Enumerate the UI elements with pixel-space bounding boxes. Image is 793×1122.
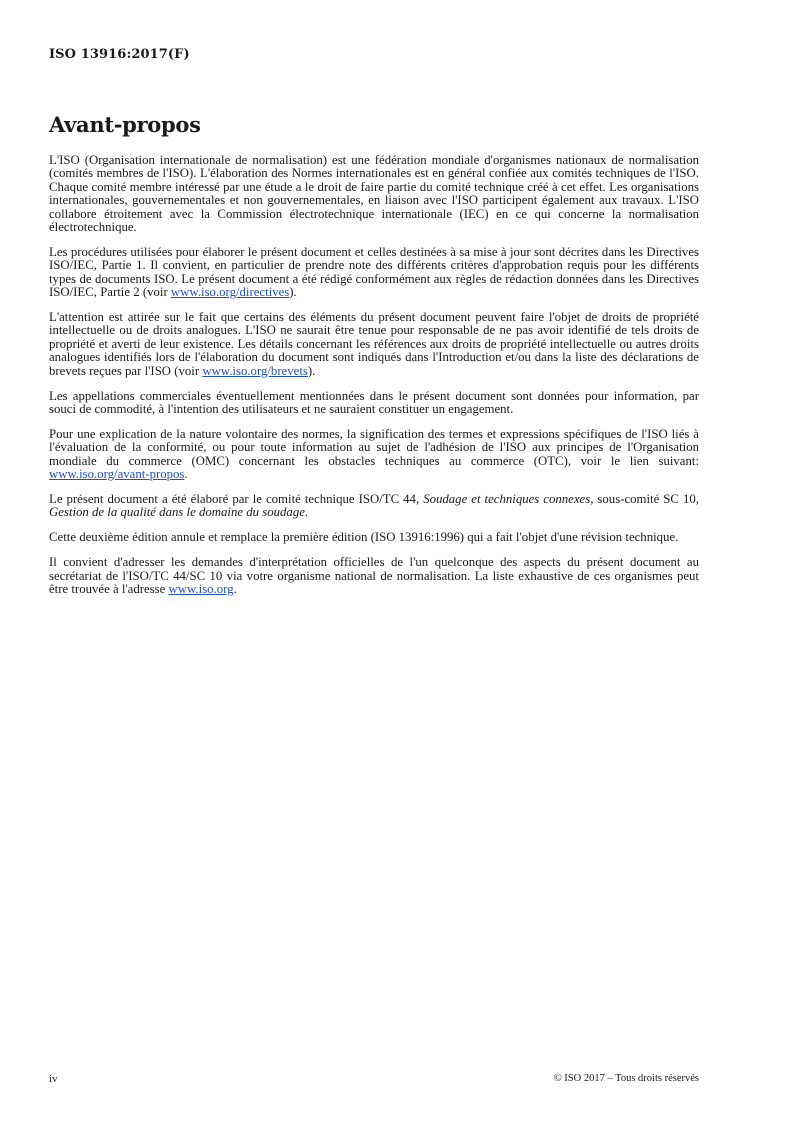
paragraph-interpretation-text: Il convient d'adresser les demandes d'interprétation officielles de l'un quelconque des aspects du présent document au secrétariat de l'ISO/TC 44/SC 10 via votre organisme national de normalisation. La liste exhaustive de ces organismes peut être trouvée à l'adresse <box>49 555 699 597</box>
paragraph-committee-text-a: Le présent document a été élaboré par le comité technique ISO/TC 44, <box>49 492 424 507</box>
page-title: Avant-propos <box>49 112 201 137</box>
subcommittee-title: Gestion de la qualité dans le domaine du soudage <box>49 505 305 520</box>
paragraph-procedures <box>49 246 699 300</box>
paragraph-patents-text: L'attention est attirée sur le fait que certains des éléments du présent document peuvent faire l'objet de droits de propriété intellectuelle ou de droits analogues. L'ISO ne saurait être tenue pour responsable de ne pas avoir identifié de tels droits de propriété et averti de leur existence. Les détails concernant les références aux droits de propriété intellectuelle ou autres droits analogues identifiés lors de l'élaboration du document sont indiqués dans l'Introduction et/ou dans la liste des déclarations de brevets reçues par l'ISO (voir <box>49 310 699 378</box>
paragraph-committee-text-b: , sous-comité SC 10, <box>590 492 699 507</box>
page-number: iv <box>49 1073 58 1085</box>
paragraph-interpretation-end: . <box>233 582 237 597</box>
paragraph-procedures-end: ). <box>289 285 297 300</box>
directives-link[interactable]: www.iso.org/directives <box>170 285 290 300</box>
paragraph-interpretation <box>49 556 699 596</box>
paragraph-voluntary-nature-text: Pour une explication de la nature volontaire des normes, la signification des termes et expressions spécifiques de l'ISO liés à l'évaluation de la conformité, ou pour toute information au sujet de l'adhésion de l'ISO aux principes de l'Organisation mondiale du commerce (OMC) concernant les obstacles techniques au commerce (OTC), voir le lien suivant: <box>49 426 699 468</box>
foreword-link[interactable]: www.iso.org/avant-propos <box>49 467 185 482</box>
paragraph-patents <box>49 311 699 378</box>
committee-title: Soudage et techniques connexes <box>423 492 591 507</box>
patents-link[interactable]: www.iso.org/brevets <box>202 363 308 378</box>
paragraph-voluntary-nature-end: . <box>184 467 188 482</box>
foreword-body <box>49 154 699 608</box>
paragraph-committee <box>49 493 699 520</box>
paragraph-procedures-text: Les procédures utilisées pour élaborer le présent document et celles destinées à sa mise à jour sont décrites dans les Directives ISO/IEC, Partie 1. Il convient, en particulier de prendre note des différents critères d'approbation requis pour les différents types de documents ISO. Le présent document a été rédigé conformément aux règles de rédaction données dans les Directives ISO/IEC, Partie 2 (voir <box>49 244 699 300</box>
paragraph-patents-end: ). <box>307 363 316 378</box>
paragraph-iso-description: L'ISO (Organisation internationale de normalisation) est une fédération mondiale d'organismes nationaux de normalisation (comités membres de l'ISO). L'élaboration des Normes internationales est en général confiée aux comités techniques de l'ISO. Chaque comité membre intéressé par une étude a le droit de faire partie du comité technique créé à cet effet. Les organisations internationales, gouvernementales et non gouvernementales, en liaison avec l'ISO participent également aux travaux. L'ISO collabore étroitement avec la Commission électrotechnique internationale (IEC) en ce qui concerne la normalisation électrotechnique. <box>49 153 699 235</box>
document-identifier: ISO 13916:2017(F) <box>49 47 190 62</box>
iso-website-link[interactable]: www.iso.org <box>168 582 234 597</box>
paragraph-trade-names: Les appellations commerciales éventuellement mentionnées dans le présent document sont données pour information, par souci de commodité, à l'intention des utilisateurs et ne sauraient constituer un engagement. <box>49 388 699 416</box>
paragraph-voluntary-nature <box>49 428 699 482</box>
paragraph-edition: Cette deuxième édition annule et remplace la première édition (ISO 13916:1996) qui a fait l'objet d'une révision technique. <box>49 530 679 545</box>
paragraph-committee-end: . <box>304 505 309 520</box>
copyright-notice: © ISO 2017 – Tous droits réservés <box>553 1073 699 1084</box>
